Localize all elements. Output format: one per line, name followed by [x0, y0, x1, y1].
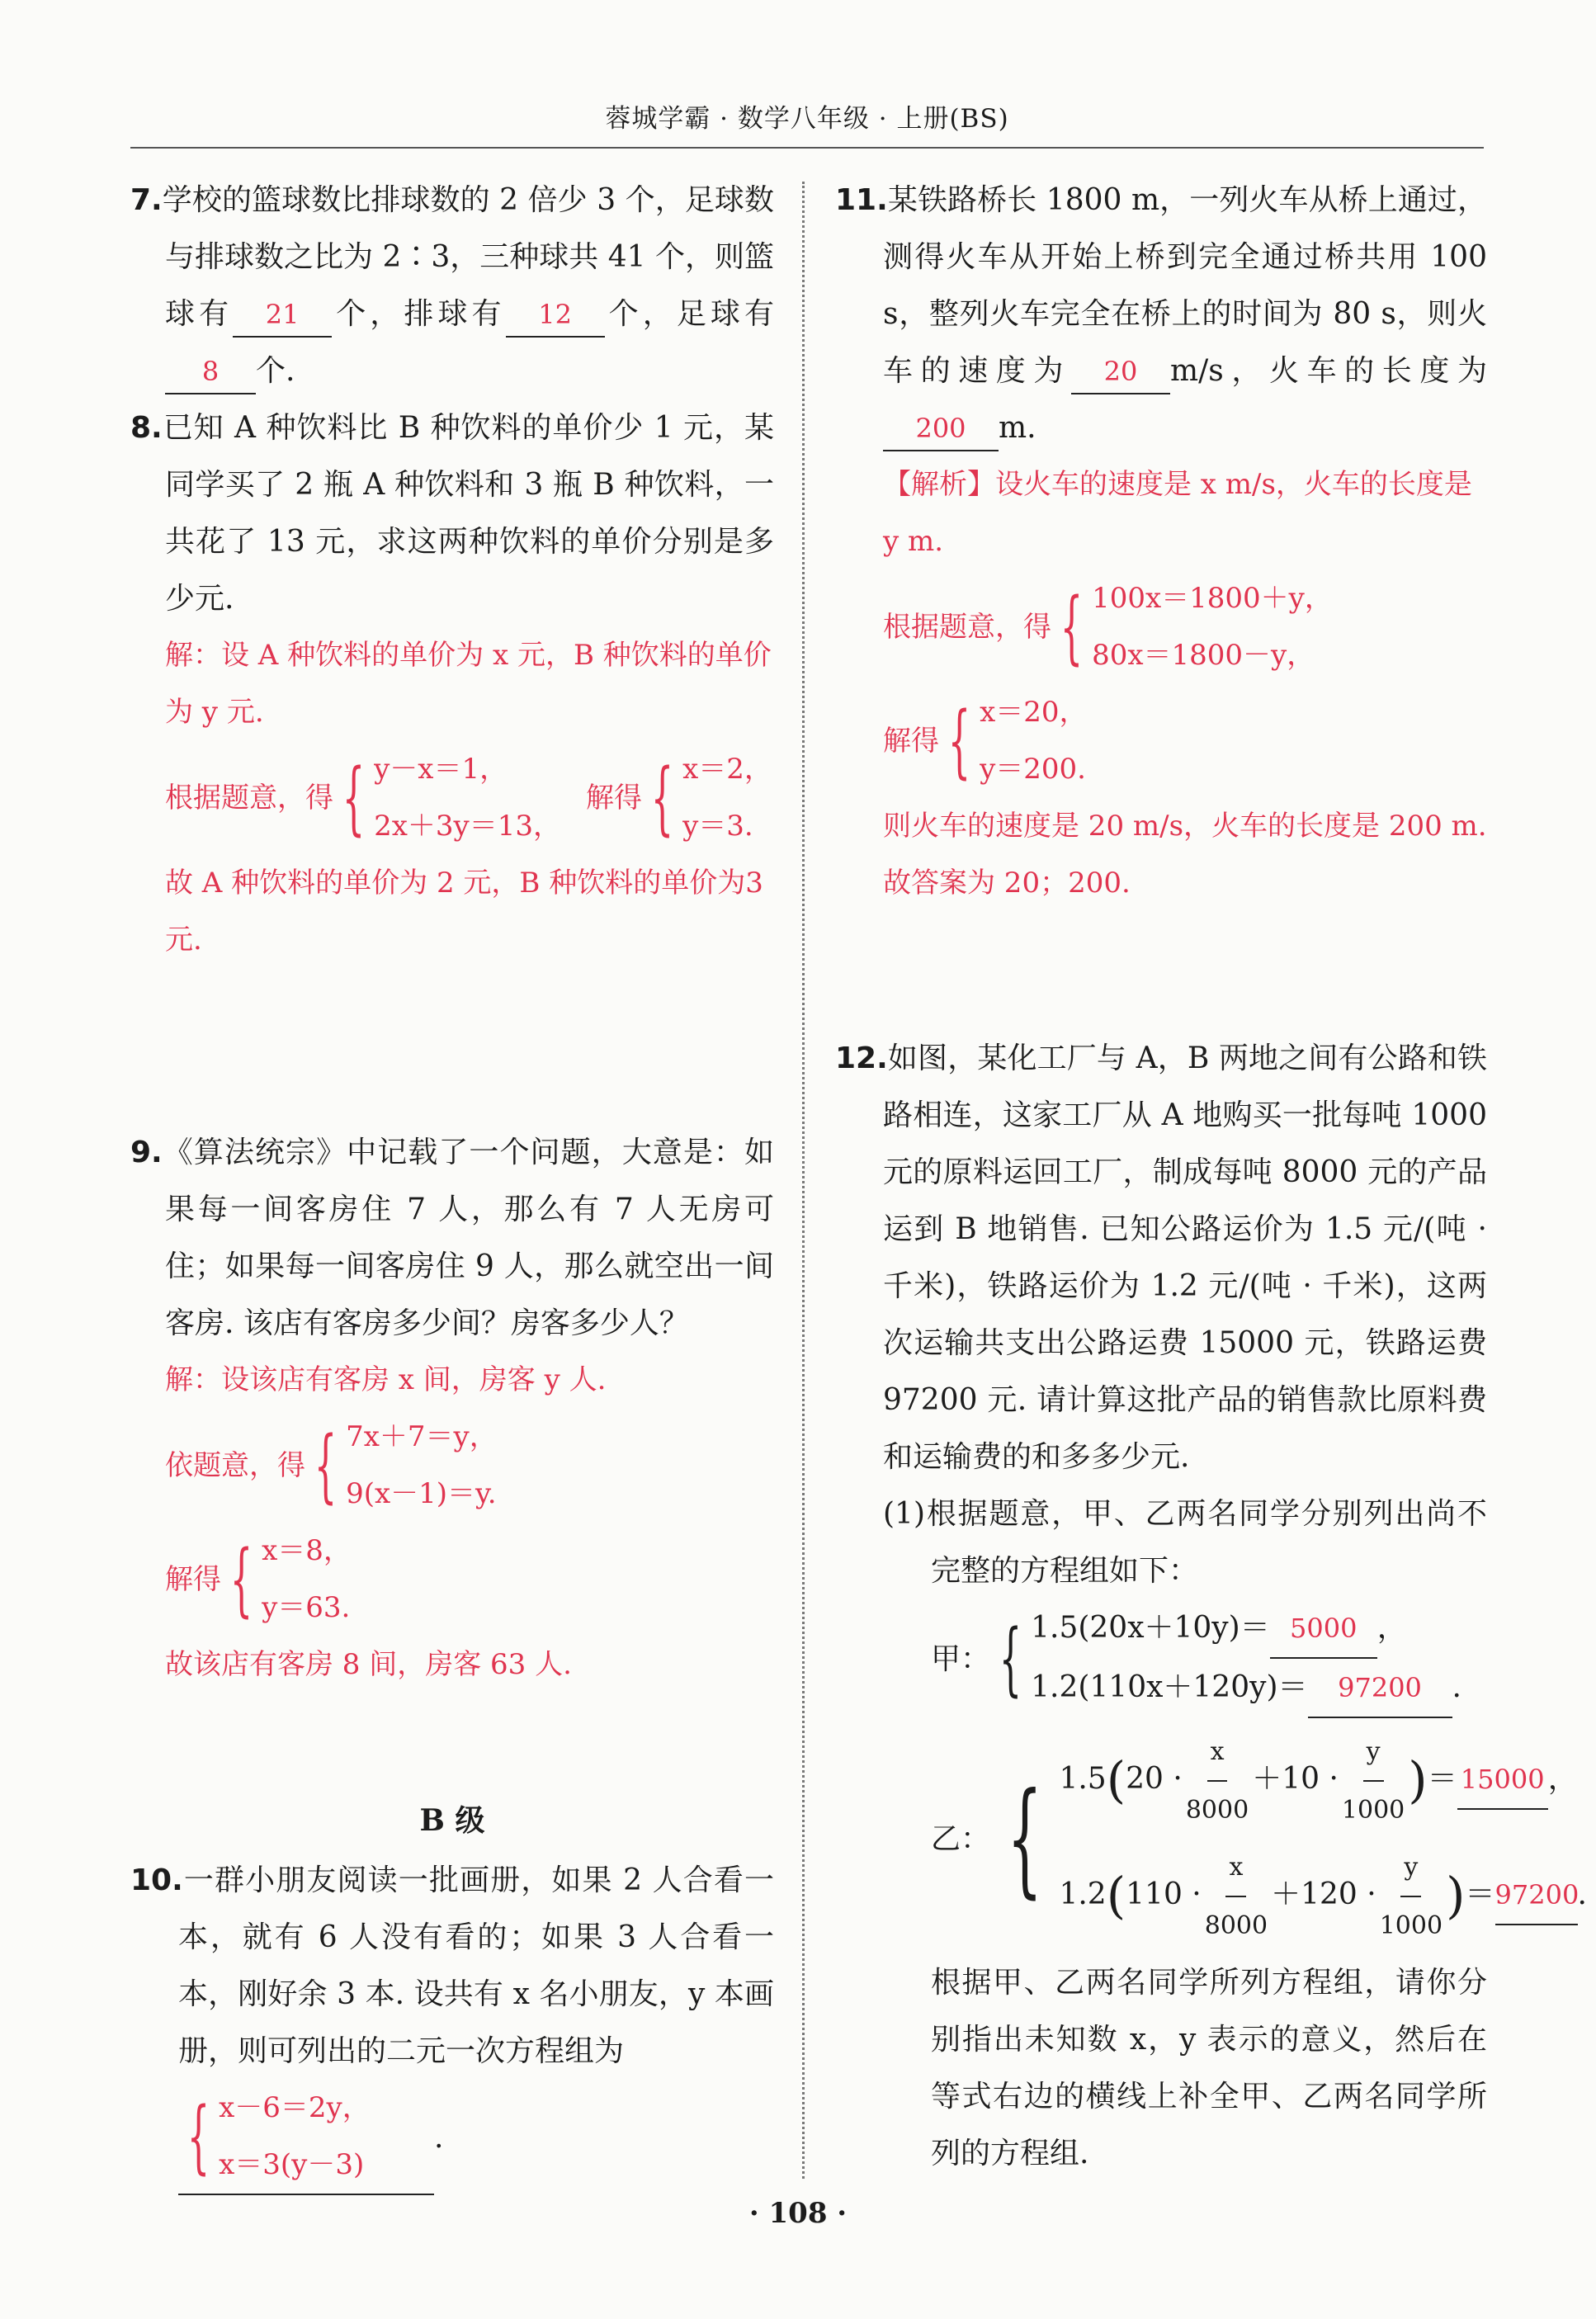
equation-system: 解得 { x＝8， y＝63.: [165, 1533, 352, 1626]
question-number: 10.: [130, 1863, 183, 1897]
equation-system: 解得 { x＝20， y＝200.: [883, 695, 1088, 787]
question-10: 10.一群小朋友阅读一批画册，如果 2 人合看一本，就有 6 人没有看的；如果 3 人合看一本，刚好余 3 本. 设共有 x 名小朋友，y 本画册，则可列出的二元一次方程组为 { x－6＝2y， x＝3(y－3) .: [130, 1852, 774, 2195]
question-7: 7.学校的篮球数比排球数的 2 倍少 3 个，足球数与排球数之比为 2∶3，三种球共 41 个，则篮球有 21 个，排球有 12 个，足球有8 个.: [130, 172, 774, 399]
header-rule: [130, 147, 1484, 149]
question-9: 9.《算法统宗》中记载了一个问题，大意是：如果每一间客房住 7 人，那么有 7 人无房可住；如果每一间客房住 9 人，那么就空出一间客房. 该店有客房多少间？房客多少人？ 解：设该店有客房 x 间，房客 y 人. 依题意，得 { 7x＋7＝y， 9(x－1)＝y. 解得 { x＝8， y＝63. 故该店有客房 8 间，房客 63 人.: [130, 1124, 774, 1693]
answer-blank[interactable]: 200: [883, 407, 999, 451]
question-12: 12.如图，某化工厂与 A，B 两地之间有公路和铁路相连，这家工厂从 A 地购买一批每吨 1000 元的原料运回工厂，制成每吨 8000 元的产品运到 B 地销售. 已知公路运价为 1.5 元/(吨 · 千米)，铁路运价为 1.2 元/(吨 · 千米)，这两次运输共支出公路运费 15000 元，铁路运费 97200 元. 请计算这批产品的销售款比原料费和运输费的和多多少元. (1)根据题意，甲、乙两名同学分别列出尚不完整的方程组如下： 甲： { 1.5(20x＋10y)＝ 5000 ， 1.2(110x＋120y)＝ 97200 . 乙： { 1.5(20 · $\frac{x}{8000}$ ＋10 · $\frac{y}{1000}$ )＝ 15000 ， 1.2(110 · $\frac{x}{8000}$ ＋120 · $\frac{y}{1000}$ )＝97200. 根据甲、乙两名同学所列方程组，请你分别指出未知数 x，y 表示的意义，然后在等式右边的横线上补全甲、乙两名同学所列的方程组.: [835, 1030, 1487, 2182]
equation-system: 根据题意，得 { y－x＝1， 2x＋3y＝13， 解得 { x＝2， y＝3.: [165, 752, 772, 844]
question-11: 11.某铁路桥长 1800 m，一列火车从桥上通过，测得火车从开始上桥到完全通过桥共用 100 s，整列火车完全在桥上的时间为 80 s，则火车的速度为 20 m/s，火车的长度为200 m. 【解析】设火车的速度是 x m/s，火车的长度是 y m. 根据题意，得 { 100x＝1800＋y， 80x＝1800－y， 解得 { x＝20， y＝200. 则火车的速度是 20 m/s，火车的长度是 200 m. 故答案为 20；200.: [835, 172, 1487, 912]
running-header: 蓉城学霸 · 数学八年级 · 上册(BS): [605, 104, 1009, 134]
question-8: 8.已知 A 种饮料比 B 种饮料的单价少 1 元，某同学买了 2 瓶 A 种饮料和 3 瓶 B 种饮料，一共花了 13 元，求这两种饮料的单价分别是多少元. 解：设 A 种饮料的单价为 x 元，B 种饮料的单价为 y 元. 根据题意，得 { y－x＝1， 2x＋3y＝13， 解得 { x＝2， y＝3. 故 A 种饮料的单价为 2 元，B 种饮料的单价为3 元.: [130, 399, 774, 969]
level-label: B 级: [419, 1803, 485, 1838]
answer-blank[interactable]: 8: [165, 350, 256, 394]
equation-system: 依题意，得 { 7x＋7＝y， 9(x－1)＝y.: [165, 1419, 498, 1512]
question-number: 8.: [130, 411, 163, 445]
solution-text: 解：设 A 种饮料的单价为 x 元，B 种饮料的单价为 y 元.: [165, 639, 772, 729]
question-number: 9.: [130, 1136, 163, 1169]
answer-blank[interactable]: 97200: [1495, 1866, 1578, 1925]
question-number: 11.: [835, 183, 888, 217]
solution-text: 故该店有客房 8 间，房客 63 人.: [165, 1648, 572, 1681]
answer-blank[interactable]: { x－6＝2y， x＝3(y－3): [178, 2080, 434, 2195]
solution-text: 故 A 种饮料的单价为 2 元，B 种饮料的单价为3 元.: [165, 867, 763, 956]
answer-blank[interactable]: 97200: [1308, 1659, 1452, 1718]
solution-text: 解：设该店有客房 x 间，房客 y 人.: [165, 1363, 607, 1396]
answer-blank[interactable]: 21: [233, 293, 332, 338]
part-1-prompt: (1)根据题意，甲、乙两名同学分别列出尚不完整的方程组如下：: [883, 1497, 1487, 1588]
answer-blank[interactable]: 20: [1071, 350, 1170, 394]
column-divider: [802, 182, 805, 2179]
solution-text: 【解析】设火车的速度是 x m/s，火车的长度是 y m.: [883, 468, 1472, 558]
answer-blank[interactable]: 12: [506, 293, 605, 338]
solution-text: 故答案为 20；200.: [883, 867, 1131, 900]
yi-system: 乙： { 1.5(20 · $\frac{x}{8000}$ ＋10 · $\frac{y}{1000}$ )＝ 15000 ， 1.2(110 · $\frac{x}{8000}$ ＋120 · $\frac{y}{1000}$ )＝97200.: [883, 1723, 1487, 1954]
equation-system: 根据题意，得 { 100x＝1800＋y， 80x＝1800－y，: [883, 581, 1333, 673]
jia-system: 甲： { 1.5(20x＋10y)＝ 5000 ， 1.2(110x＋120y)＝ 97200 .: [883, 1599, 1487, 1718]
page-number: · 108 ·: [748, 2197, 848, 2230]
answer-blank[interactable]: 15000: [1457, 1750, 1548, 1810]
answer-blank[interactable]: 5000: [1270, 1599, 1377, 1659]
question-number: 7.: [130, 183, 163, 217]
part-1-instruction: 根据甲、乙两名同学所列方程组，请你分别指出未知数 x，y 表示的意义，然后在等式右边的横线上补全甲、乙两名同学所列的方程组.: [931, 1966, 1487, 2170]
solution-text: 则火车的速度是 20 m/s，火车的长度是 200 m.: [883, 810, 1487, 843]
question-number: 12.: [835, 1041, 888, 1075]
